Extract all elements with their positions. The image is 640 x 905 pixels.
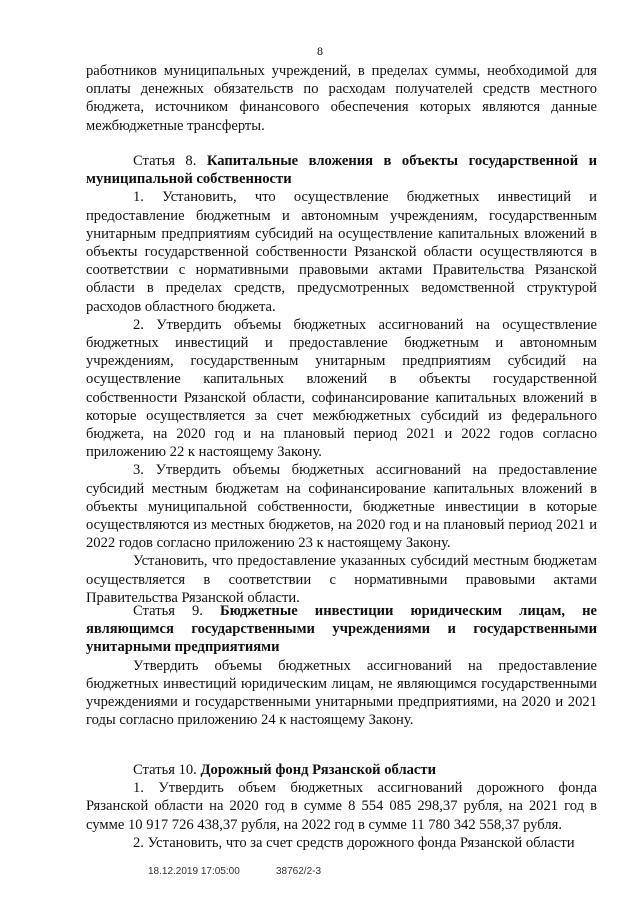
intro-paragraph <box>86 62 597 135</box>
footer-timestamp: 18.12.2019 17:05:00 <box>148 866 240 877</box>
article-8-label: Статья 8. <box>133 153 197 169</box>
article-9 <box>86 602 597 729</box>
article-8-paragraph-4: Установить, что предоставление указанных субсидий местным бюджетам осуществляется в соответствии с нормативными правовыми актами Правительства Рязанской области. <box>86 553 597 606</box>
article-9-paragraph-1: Утвердить объемы бюджетных ассигнований на предоставление бюджетных инвестиций юридическим лицам, не являющимся государственными учреждениями и государственными унитарными предприятиями, на 2020 и 2021 годы согласно приложению 24 к настоящему Закону. <box>86 657 597 729</box>
article-10-paragraph-1: 1. Утвердить объем бюджетных ассигнований дорожного фонда Рязанской области на 2020 год в сумме 8 554 085 298,37 рубля, на 2021 год в сумме 10 917 726 438,37 рубля, на 2022 год в сумме 11 780 342 558,37 рубля. <box>86 780 597 833</box>
article-8-paragraph-2: 2. Утвердить объемы бюджетных ассигнований на осуществление бюджетных инвестиций и предоставление бюджетным и автономным учреждениям, государственным унитарным предприятиям субсидий на осуществление капитальных вложений в объекты государственной собственности Рязанской области, софинансирование капитальных вложений в которые осуществляется за счет межбюджетных субсидий из федерального бюджета, на 2020 год и на плановый период 2021 и 2022 годов согласно приложению 22 к настоящему Закону. <box>86 316 597 461</box>
article-10-label: Статья 10. <box>133 762 197 778</box>
article-9-label: Статья 9. <box>133 603 203 619</box>
page-number: 8 <box>317 44 323 58</box>
article-10-heading <box>86 761 597 779</box>
article-9-heading <box>86 602 597 657</box>
footer-document-id: 38762/2-3 <box>276 866 322 877</box>
article-10-paragraph-2: 2. Установить, что за счет средств дорожного фонда Рязанской области <box>133 834 575 851</box>
article-8-title: Капитальные вложения в объекты государственной и муниципальной собственности <box>86 153 598 188</box>
article-8 <box>86 152 597 607</box>
article-10-title: Дорожный фонд Рязанской области <box>200 762 436 778</box>
article-8-paragraph-3: 3. Утвердить объемы бюджетных ассигнований на предоставление субсидий местным бюджетам на софинансирование капитальных вложений в объекты муниципальной собственности, бюджетные инвестиции в которые осуществляются из местных бюджетов, на 2020 год и на плановый период 2021 и 2022 годов согласно приложению 23 к настоящему Закону. <box>86 462 597 552</box>
article-8-heading <box>86 152 597 188</box>
article-10 <box>86 761 597 852</box>
article-9-title: Бюджетные инвестиции юридическим лицам, не являющимся государственными учреждениями и государственными унитарными предприятиями <box>86 603 597 656</box>
intro-text: работников муниципальных учреждений, в пределах суммы, необходимой для оплаты денежных обязательств по расходам получателей средств местного бюджета, источником финансового обеспечения которых являются данные межбюджетные трансферты. <box>86 63 597 134</box>
article-8-paragraph-1: 1. Установить, что осуществление бюджетных инвестиций и предоставление бюджетным и автономным учреждениям, государственным унитарным предприятиям субсидий на осуществление капитальных вложений в объекты государственной собственности Рязанской области осуществляются в соответствии с нормативными правовыми актами Правительства Рязанской области в пределах средств, предусмотренных ведомственной структурой расходов областного бюджета. <box>86 189 597 315</box>
